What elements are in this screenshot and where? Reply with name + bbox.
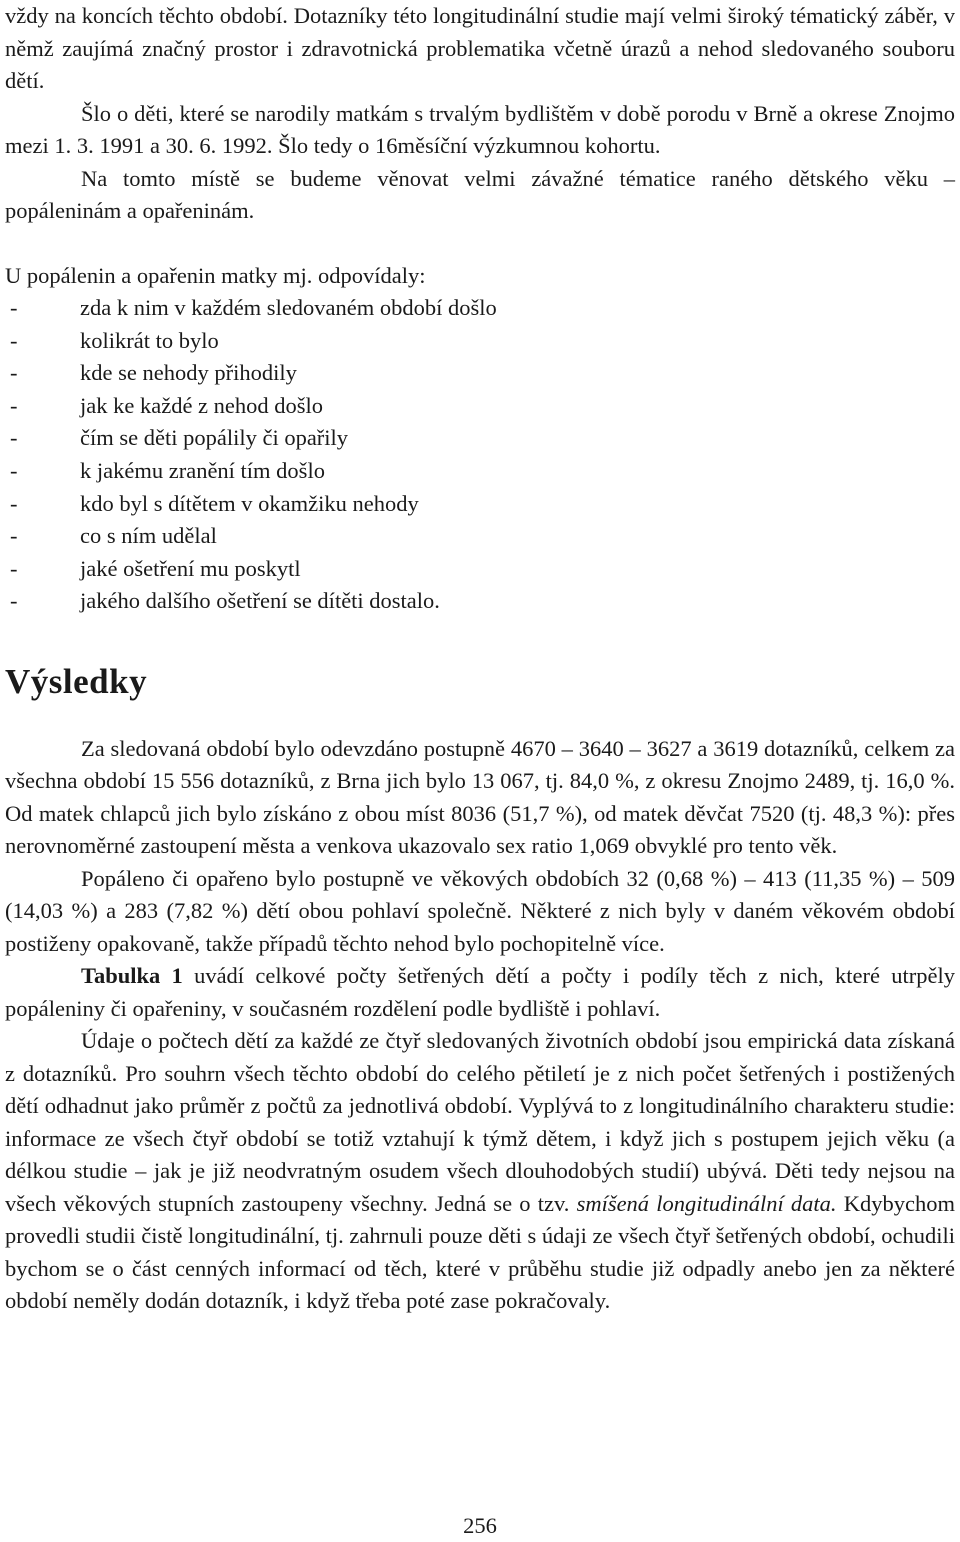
list-item-text: k jakému zranění tím došlo — [80, 457, 325, 483]
list-item-text: kde se nehody přihodily — [80, 360, 297, 386]
spacer — [5, 228, 955, 260]
table-reference: Tabulka 1 — [81, 963, 183, 989]
list-item — [5, 520, 955, 553]
list-item — [5, 585, 955, 618]
list-item — [5, 292, 955, 325]
list-item-text: jak ke každé z nehod došlo — [80, 392, 324, 418]
results-paragraph-2: Popáleno či opařeno bylo postupně ve věkových obdobích 32 (0,68 %) – 413 (11,35 %) – 509 (14,03 %) a 283 (7,82 %) dětí obou pohlaví společně. Některé z nich byly v daném věkovém období postiženy opakovaně, takže případů těchto nehod bylo pochopitelně více. — [5, 865, 955, 956]
results-paragraph-4-text-a: Údaje o počtech dětí za každé ze čtyř sledovaných životních období jsou empirická data získaná z dotazníků. Pro souhrn všech těchto období do celého pětiletí je z nich počet šetřených i postižených dětí odhadnut jako průměr z počtů za jednotlivá období. Vyplývá to z longitudinálního charakteru studie: informace ze všech čtyř období se totiž vztahují k týmž dětem, i když jich s postupem jejich věku (a délkou studie – jak je již neodvratným osudem všech dlouhodobých studií) ubývá. Děti tedy nejsou na všech věkových stupních zastoupeny všechny. Jedná se o tzv. — [5, 1028, 955, 1216]
dash-marker: - — [10, 555, 18, 581]
dash-marker: - — [10, 490, 18, 516]
list-item-text: čím se děti popálily či opařily — [80, 425, 349, 451]
questions-list — [5, 292, 955, 618]
results-paragraph-4-text-b: Kdybychom provedli studii čistě longitudinální, tj. zahrnuli pouze děti s údaji ze všech čtyř šetřených období, ochudili bychom se o část cenných informací od těch, které v průběhu studie již odpadly anebo jen za některé období neměly dodán dotazník, i když třeba poté zase pokračovaly. — [5, 1190, 955, 1314]
results-paragraph-3-text: uvádí celkové počty šetřených dětí a počty i podíly těch z nich, které utrpěly popáleniny či opařeniny, v současném rozdělení podle bydliště i pohlaví. — [5, 963, 956, 1021]
dash-marker: - — [10, 425, 18, 451]
list-item-text: co s ním udělal — [80, 523, 217, 549]
dash-marker: - — [10, 457, 18, 483]
list-item — [5, 390, 955, 423]
intro-paragraph-1: vždy na koncích těchto období. Dotazníky této longitudinální studie mají velmi široký tématický záběr, v němž zaujímá značný prostor i zdravotnická problematika včetně úrazů a nehod sledovaného souboru dětí. — [5, 3, 955, 93]
section-heading-results: Výsledky — [5, 661, 148, 701]
dash-marker: - — [10, 523, 18, 549]
intro-paragraph-3: Na tomto místě se budeme věnovat velmi závažné tématice raného dětského věku – popáleninám a opařeninám. — [5, 165, 955, 223]
list-item — [5, 422, 955, 455]
list-item-text: jaké ošetření mu poskytl — [80, 555, 301, 581]
dash-marker: - — [10, 327, 18, 353]
list-item-text: kolikrát to bylo — [80, 327, 219, 353]
results-paragraph-4 — [5, 1025, 955, 1318]
list-item-text: jakého dalšího ošetření se dítěti dostalo. — [80, 588, 440, 614]
spacer — [5, 618, 955, 658]
list-item — [5, 357, 955, 390]
dash-marker: - — [10, 392, 18, 418]
list-item-text: kdo byl s dítětem v okamžiku nehody — [80, 490, 419, 516]
results-paragraph-3 — [5, 960, 955, 1025]
intro-paragraph-2: Šlo o děti, které se narodily matkám s trvalým bydlištěm v době porodu v Brně a okrese Znojmo mezi 1. 3. 1991 a 30. 6. 1992. Šlo tedy o 16měsíční výzkumnou kohortu. — [5, 100, 955, 158]
list-item — [5, 325, 955, 358]
results-paragraph-1: Za sledovaná období bylo odevzdáno postupně 4670 – 3640 – 3627 a 3619 dotazníků, celkem za všechna období 15 556 dotazníků, z Brna jich bylo 13 067, tj. 84,0 %, z okresu Znojmo 2489, tj. 16,0 %. Od matek chlapců jich bylo získáno z obou míst 8036 (51,7 %), od matek děvčat 7520 (tj. 48,3 %): přes nerovnoměrné zastoupení města a venkova ukazovalo sex ratio 1,069 obvyklé pro tento věk. — [5, 735, 955, 859]
questions-lead: U popálenin a opařenin matky mj. odpovídaly: — [5, 262, 426, 288]
dash-marker: - — [10, 295, 18, 320]
list-item-text: zda k nim v každém sledovaném období došlo — [80, 295, 497, 320]
list-item — [5, 553, 955, 586]
italic-term: smíšená longitudinální data. — [576, 1190, 837, 1216]
list-item — [5, 488, 955, 521]
page-content — [5, 0, 955, 1318]
page-number: 256 — [463, 1513, 497, 1538]
list-item — [5, 455, 955, 488]
dash-marker: - — [10, 588, 18, 614]
dash-marker: - — [10, 360, 18, 386]
spacer — [5, 706, 955, 733]
